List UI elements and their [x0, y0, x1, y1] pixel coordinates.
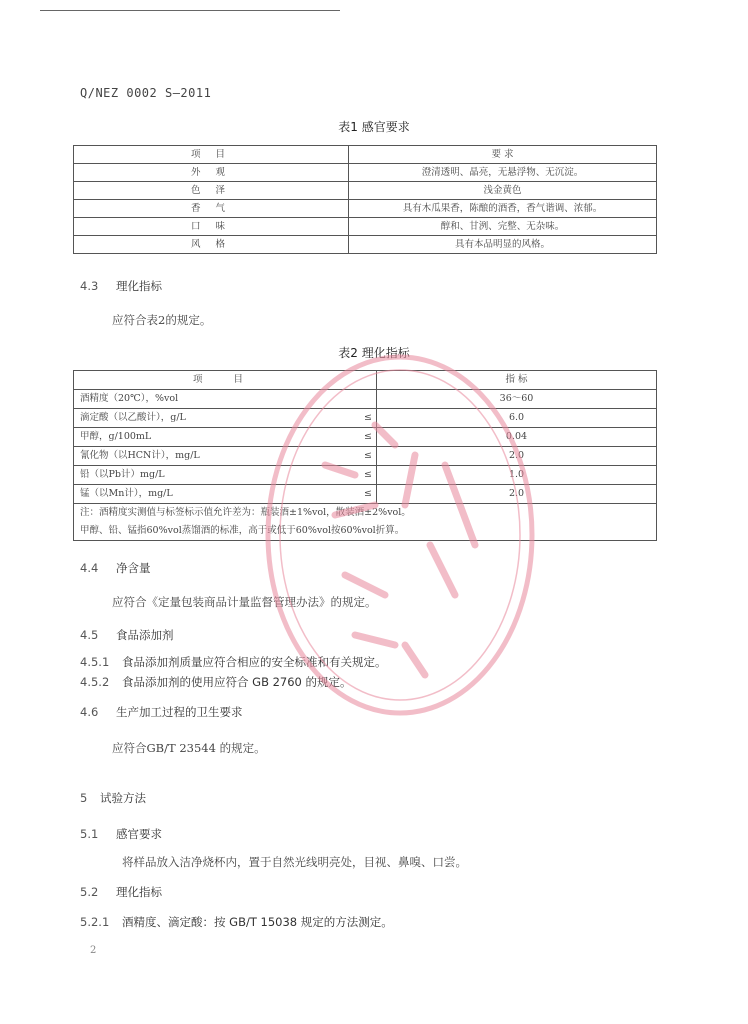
- section-5-heading: [80, 790, 146, 806]
- section-title: 理化指标: [116, 885, 162, 899]
- section-4-5-heading: [80, 627, 174, 643]
- section-number: 5.2: [80, 885, 99, 899]
- table-cell-operator: ≤: [360, 428, 377, 447]
- section-number: 4.5.1: [80, 655, 110, 669]
- section-title: 生产加工过程的卫生要求: [116, 705, 243, 719]
- table-cell-value: 6.0: [377, 409, 657, 428]
- section-text: 酒精度、滴定酸：按 GB/T 15038 规定的方法测定。: [122, 915, 393, 929]
- section-number: 4.5: [80, 628, 99, 642]
- header-rule: [40, 10, 340, 11]
- table-cell-value: 1.0: [377, 466, 657, 485]
- table-row: [74, 218, 657, 236]
- table-cell-item: 外 观: [74, 164, 349, 182]
- table-row: [74, 182, 657, 200]
- section-title: 试验方法: [100, 791, 146, 805]
- table-row: [74, 164, 657, 182]
- section-4-6-text: 应符合GB/T 23544 的规定。: [112, 741, 266, 755]
- section-text: 食品添加剂的使用应符合 GB 2760 的规定。: [122, 675, 352, 689]
- table-cell-operator: ≤: [360, 485, 377, 504]
- table-note: 注：酒精度实测值与标签标示值允许差为：瓶装酒±1%vol，散装酒±2%vol。: [74, 504, 657, 523]
- table-cell-item: 锰（以Mn计），mg/L: [74, 485, 361, 504]
- table-cell-requirement: 具有本品明显的风格。: [349, 236, 657, 254]
- table-cell-requirement: 醇和、甘洌、完整、无杂味。: [349, 218, 657, 236]
- section-number: 5: [80, 791, 88, 805]
- table-header-cell: 要 求: [349, 146, 657, 164]
- table-cell-value: 36～60: [377, 390, 657, 409]
- section-4-4-text: 应符合《定量包装商品计量监督管理办法》的规定。: [112, 595, 377, 609]
- table-header-cell: 指 标: [377, 371, 657, 390]
- table-header-row: [74, 146, 657, 164]
- table-cell-item: 酒精度（20℃），%vol: [74, 390, 361, 409]
- document-id: Q/NEZ 0002 S—2011: [80, 86, 212, 100]
- table-row: [74, 200, 657, 218]
- table-cell-item: 风 格: [74, 236, 349, 254]
- section-number: 4.6: [80, 705, 99, 719]
- table-cell-item: 色 泽: [74, 182, 349, 200]
- section-4-3-heading: [80, 278, 162, 294]
- table-cell-value: 2.0: [377, 447, 657, 466]
- section-text: 食品添加剂质量应符合相应的安全标准和有关规定。: [122, 655, 387, 669]
- table-cell-requirement: 具有木瓜果香，陈酿的酒香，香气谐调、浓郁。: [349, 200, 657, 218]
- table-cell-item: 氰化物（以HCN计），mg/L: [74, 447, 361, 466]
- table-row: [74, 236, 657, 254]
- section-5-1-heading: [80, 826, 162, 842]
- section-5-1-text: 将样品放入洁净烧杯内，置于自然光线明亮处，目视、鼻嗅、口尝。: [122, 855, 467, 869]
- section-number: 4.3: [80, 279, 99, 293]
- section-5-2-1: [80, 914, 393, 930]
- table-header-cell: 项 目: [74, 371, 377, 390]
- section-5-2-heading: [80, 884, 162, 900]
- table-cell-operator: ≤: [360, 466, 377, 485]
- section-4-6-heading: [80, 704, 243, 720]
- table-cell-item: 滴定酸（以乙酸计），g/L: [74, 409, 361, 428]
- section-title: 食品添加剂: [116, 628, 174, 642]
- table-cell-value: 2.0: [377, 485, 657, 504]
- section-title: 感官要求: [116, 827, 162, 841]
- section-number: 4.5.2: [80, 675, 110, 689]
- table-cell-item: 铅（以Pb计）mg/L: [74, 466, 361, 485]
- table-note: 甲醇、铅、锰指60%vol蒸馏酒的标准，高于或低于60%vol按60%vol折算。: [74, 522, 657, 541]
- table-header-cell: 项 目: [74, 146, 349, 164]
- section-number: 5.2.1: [80, 915, 110, 929]
- section-title: 净含量: [116, 561, 151, 575]
- table-cell-requirement: 澄清透明、晶亮，无悬浮物、无沉淀。: [349, 164, 657, 182]
- section-4-3-text: 应符合表2的规定。: [112, 313, 212, 327]
- section-number: 5.1: [80, 827, 99, 841]
- table-cell-item: 甲醇，g/100mL: [74, 428, 361, 447]
- section-4-4-heading: [80, 560, 151, 576]
- page-number: 2: [90, 945, 97, 956]
- table-cell-requirement: 浅金黄色: [349, 182, 657, 200]
- table-cell-operator: ≤: [360, 409, 377, 428]
- table2-caption: 表2 理化指标: [338, 346, 410, 360]
- sensory-requirements-table: [73, 145, 657, 254]
- section-number: 4.4: [80, 561, 99, 575]
- table-cell-item: 香 气: [74, 200, 349, 218]
- official-seal-stamp: [255, 345, 545, 725]
- table-cell-value: 0.04: [377, 428, 657, 447]
- section-title: 理化指标: [116, 279, 162, 293]
- table1-caption: 表1 感官要求: [338, 120, 410, 134]
- table-cell-operator: ≤: [360, 447, 377, 466]
- table-cell-item: 口 味: [74, 218, 349, 236]
